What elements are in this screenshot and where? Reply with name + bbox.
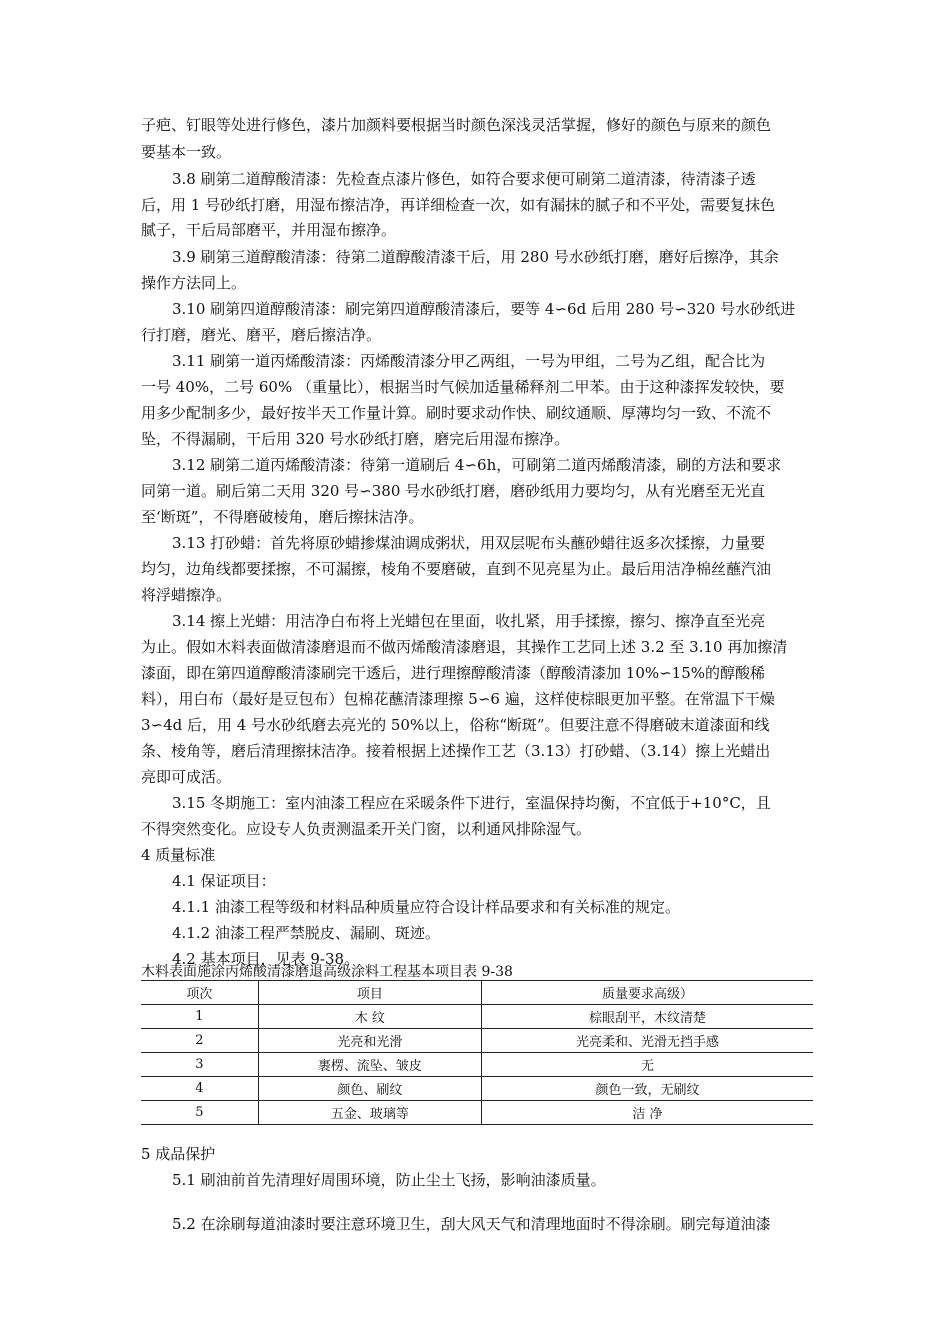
text-line: 坠，不得漏刷，干后用 320 号水砂纸打磨，磨完后用湿布擦净。	[141, 430, 570, 448]
table-cell: 木 纹	[258, 1005, 481, 1029]
table-header-row	[141, 981, 813, 1005]
text-line: 腻子，干后局部磨平，并用湿布擦净。	[141, 221, 397, 239]
text-line: 3.12 刷第二道丙烯酸清漆：待第一道刷后 4∽6h，可刷第二道丙烯酸清漆，刷的方法和要求	[172, 456, 782, 474]
text-line: 3.13 打砂蜡：首先将原砂蜡掺煤油调成粥状，用双层呢布头蘸砂蜡往返多次揉擦，力量要	[172, 534, 766, 552]
text-line: 3.8 刷第二道醇酸清漆：先检查点漆片修色，如符合要求便可刷第二道清漆，待清漆子透	[172, 170, 756, 188]
section-heading: 4 质量标准	[141, 846, 216, 864]
table-cell: 3	[141, 1053, 258, 1077]
text-line: 将浮蜡擦净。	[141, 586, 232, 604]
table-row	[141, 1029, 813, 1053]
text-line: 子疤、钉眼等处进行修色，漆片加颜料要根据当时颜色深浅灵活掌握，修好的颜色与原来的颜色	[141, 116, 772, 134]
text-line: 漆面，即在第四道醇酸清漆刷完干透后，进行理擦醇酸清漆（醇酸清漆加 10%∽15%的醇酸稀	[141, 664, 766, 682]
table-row	[141, 1077, 813, 1101]
table-cell: 4	[141, 1077, 258, 1101]
text-line: 均匀，边角线都要揉擦，不可漏擦，棱角不要磨破，直到不见亮星为止。最后用洁净棉丝蘸汽油	[141, 560, 772, 578]
text-line: 4.1.2 油漆工程严禁脱皮、漏刷、斑迹。	[172, 924, 440, 942]
text-line: 行打磨，磨光、磨平，磨后擦洁净。	[141, 326, 382, 344]
table-cell: 光亮柔和、光滑无挡手感	[482, 1029, 814, 1053]
table-cell: 2	[141, 1029, 258, 1053]
text-line: 3.11 刷第一道丙烯酸清漆：丙烯酸清漆分甲乙两组，一号为甲组，二号为乙组，配合比为	[172, 352, 766, 370]
text-line: 同第一道。刷后第二天用 320 号∽380 号水砂纸打磨，磨砂纸用力要均匀，从有光磨至无光直	[141, 482, 766, 500]
table-row	[141, 1005, 813, 1029]
text-line: 后，用 1 号砂纸打磨，用湿布擦洁净，再详细检查一次，如有漏抹的腻子和不平处，需要复抹色	[141, 196, 776, 214]
table-cell: 五金、玻璃等	[258, 1101, 481, 1125]
text-line: 用多少配制多少，最好按半天工作量计算。刷时要求动作快、刷纹通顺、厚薄均匀一致、不流不	[141, 404, 772, 422]
text-line: 为止。假如木料表面做清漆磨退而不做丙烯酸清漆磨退，其操作工艺同上述 3.2 至 3.10 再加擦清	[141, 638, 788, 656]
text-line: 3.10 刷第四道醇酸清漆：刷完第四道醇酸清漆后，要等 4∽6d 后用 280 号∽320 号水砂纸进	[172, 300, 796, 318]
text-line: 5.2 在涂刷每道油漆时要注意环境卫生，刮大风天气和清理地面时不得涂刷。刷完每道油漆	[172, 1215, 771, 1233]
text-line: 一号 40%，二号 60% （重量比），根据当时气候加适量稀释剂二甲苯。由于这种漆挥发较快，要	[141, 378, 785, 396]
table-cell: 5	[141, 1101, 258, 1125]
text-line: 4.1.1 油漆工程等级和材料品种质量应符合设计样品要求和有关标准的规定。	[172, 898, 680, 916]
text-line: 4.1 保证项目：	[172, 872, 276, 890]
text-line: 亮即可成活。	[141, 768, 232, 786]
text-line: 5.1 刷油前首先清理好周围环境，防止尘土飞扬，影响油漆质量。	[172, 1171, 606, 1189]
table-cell: 颜色一致，无刷纹	[482, 1077, 814, 1101]
text-line: 料），用白布（最好是豆包布）包棉花蘸清漆理擦 5∽6 遍，这样使棕眼更加平整。在常温下干燥	[141, 690, 775, 708]
text-line: 至‘断斑”，不得磨破棱角，磨后擦抹洁净。	[141, 508, 424, 526]
text-line: 3.9 刷第三道醇酸清漆：待第二道醇酸清漆干后，用 280 号水砂纸打磨，磨好后擦净，其余	[172, 248, 779, 266]
table-row	[141, 1101, 813, 1125]
text-line: 要基本一致。	[141, 143, 232, 161]
table-cell: 裹楞、流坠、皱皮	[258, 1053, 481, 1077]
text-line: 3.14 擦上光蜡：用洁净白布将上光蜡包在里面，收扎紧，用手揉擦，擦匀、擦净直至光亮	[172, 612, 766, 630]
text-line: 3.15 冬期施工：室内油漆工程应在采暖条件下进行，室温保持均衡，不宜低于+10°C，且	[172, 794, 771, 812]
text-line: 不得突然变化。应设专人负责测温柔开关门窗，以利通风排除湿气。	[141, 820, 592, 838]
table-cell: 光亮和光滑	[258, 1029, 481, 1053]
table-cell: 棕眼刮平，木纹清楚	[482, 1005, 814, 1029]
table-cell: 洁 净	[482, 1101, 814, 1125]
table-cell: 1	[141, 1005, 258, 1029]
section-heading: 5 成品保护	[141, 1145, 216, 1163]
table-header-cell: 项目	[258, 981, 481, 1005]
text-line: 3∽4d 后，用 4 号水砂纸磨去亮光的 50%以上，俗称“断斑”。但要注意不得磨破末道漆面和线	[141, 716, 770, 734]
text-line: 条、棱角等，磨后清理擦抹洁净。接着根据上述操作工艺（3.13）打砂蜡、（3.14）擦上光蜡出	[141, 742, 771, 760]
table-caption: 木料表面施涂丙烯酸清漆磨退高级涂料工程基本项目表 9-38	[141, 964, 513, 980]
text-line: 4.2 基本项目，见表 9-38。	[172, 950, 360, 968]
quality-table	[141, 980, 813, 1125]
table-cell: 无	[482, 1053, 814, 1077]
table-row	[141, 1053, 813, 1077]
table-header-cell: 项次	[141, 981, 258, 1005]
table-header-cell: 质量要求高级）	[482, 981, 814, 1005]
table-cell: 颜色、刷纹	[258, 1077, 481, 1101]
text-line: 操作方法同上。	[141, 274, 247, 292]
